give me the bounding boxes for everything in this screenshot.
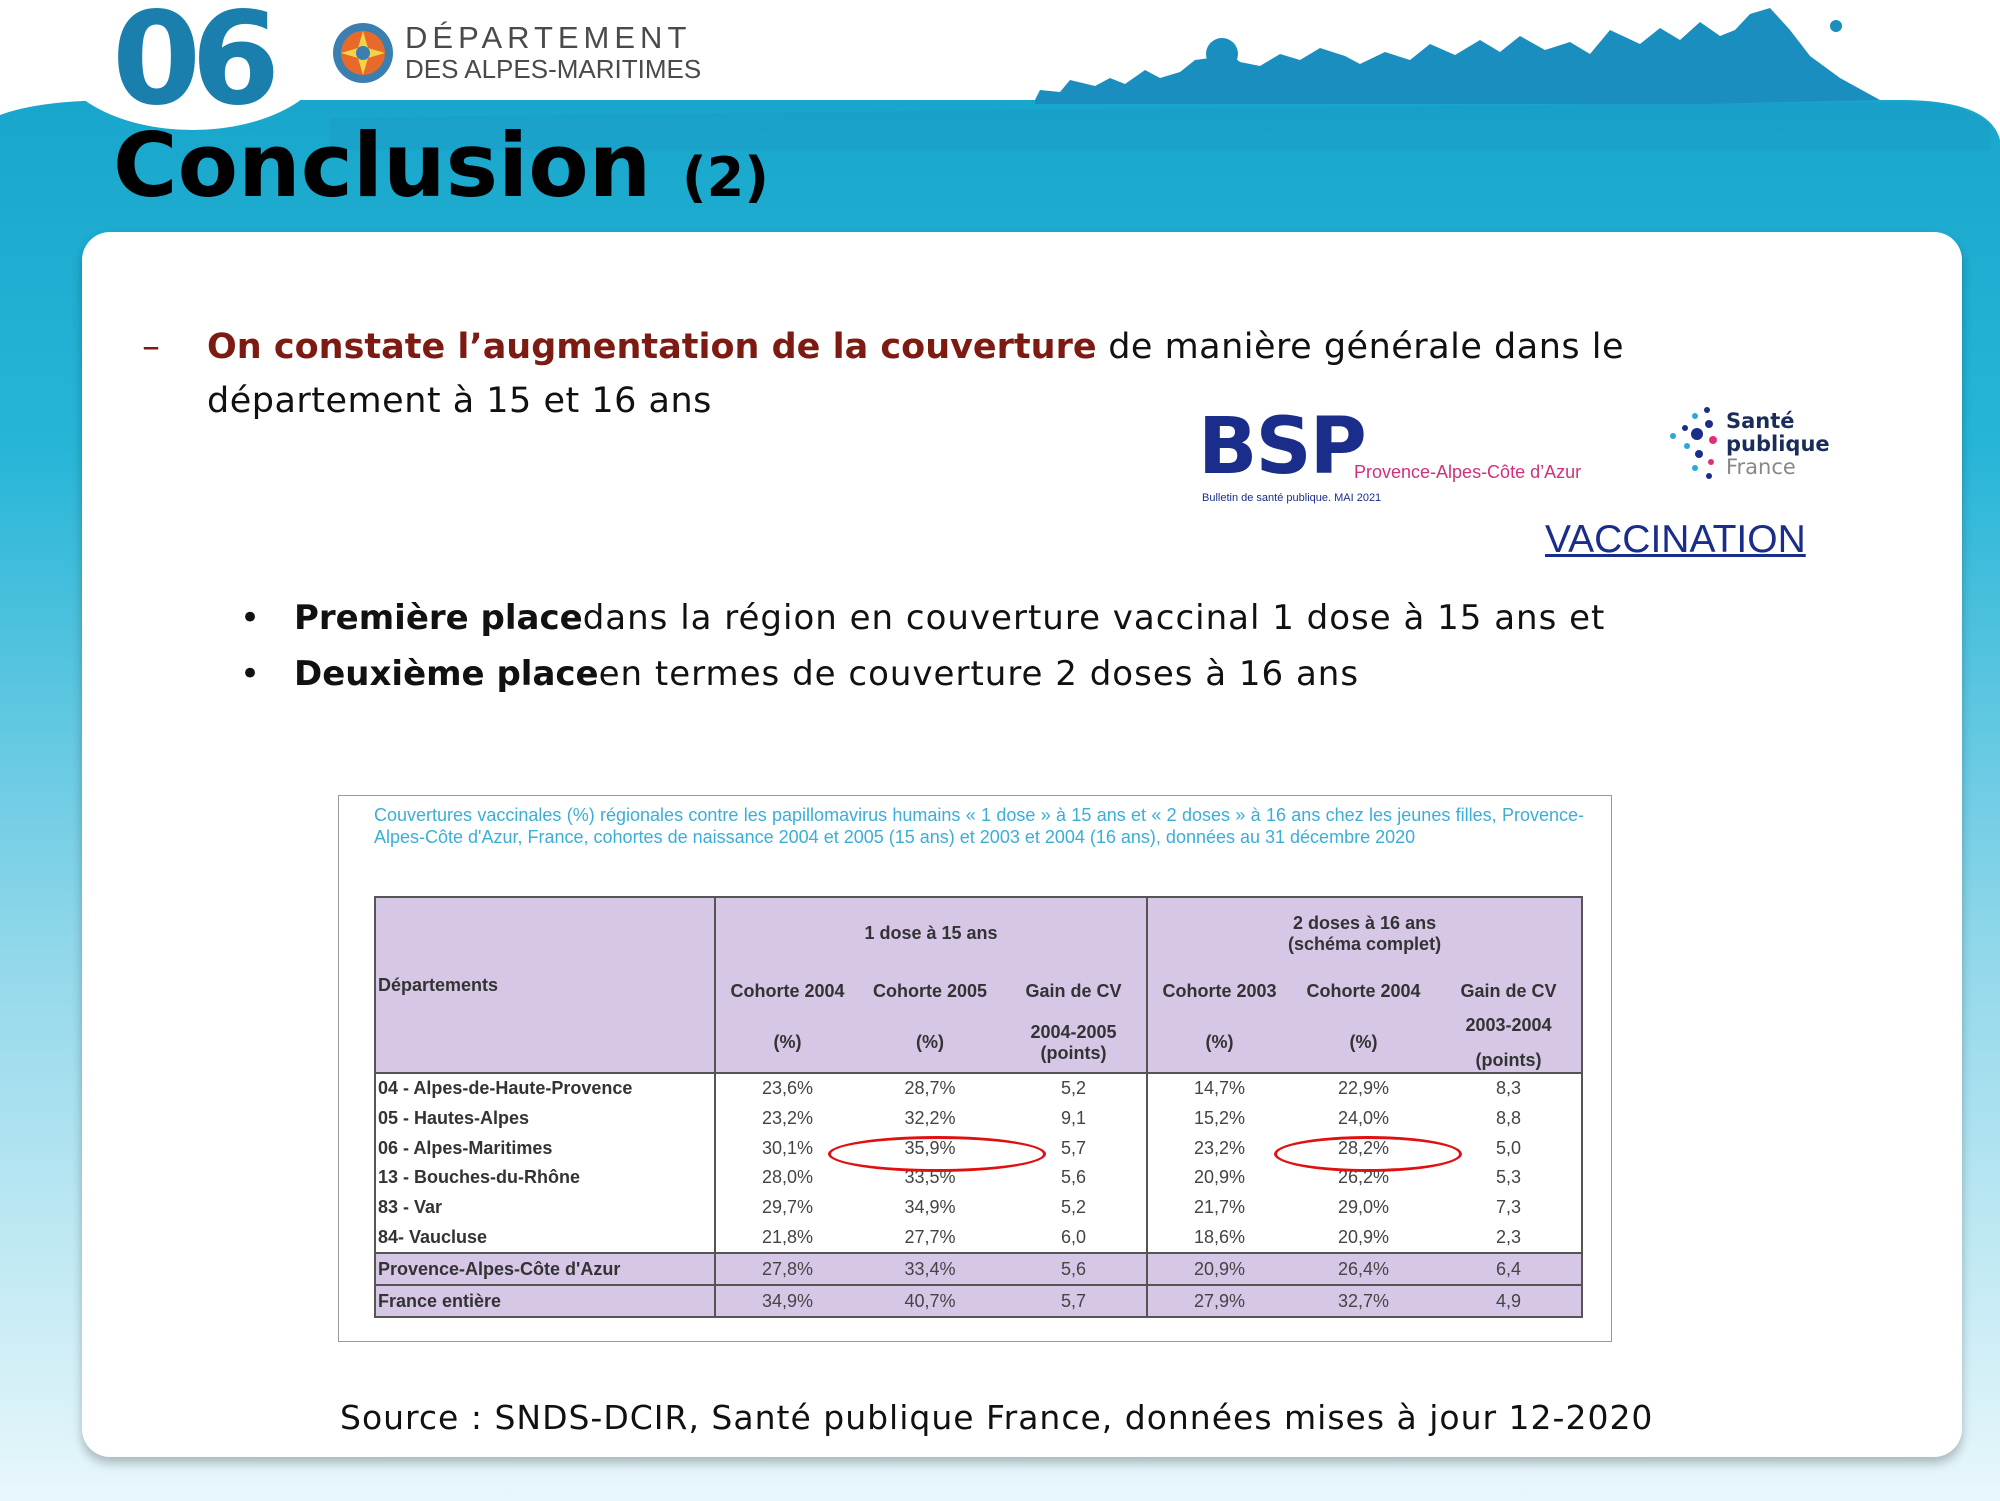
bullet-item <box>240 590 1605 646</box>
row-value: 28,2% <box>1338 1137 1390 1158</box>
vaccination-heading: VACCINATION <box>1545 518 1806 561</box>
row-value: 29,7% <box>761 1197 814 1218</box>
row-value: 18,6% <box>1194 1226 1246 1247</box>
unit-header <box>1436 1013 1582 1073</box>
table-body <box>375 1073 1582 1317</box>
row-value: 9,1 <box>1001 1104 1147 1134</box>
row-value: 33,4% <box>859 1253 1001 1285</box>
bullet-bold: Deuxième place <box>294 654 599 694</box>
coverage-table <box>374 896 1583 1318</box>
row-value: 8,8 <box>1436 1104 1582 1134</box>
table-row <box>375 1073 1582 1104</box>
title-text: Conclusion <box>113 114 652 217</box>
bullet-text: dans la région en couverture vaccinal 1 dose à 15 ans et <box>582 598 1606 638</box>
row-value: 34,9% <box>715 1285 859 1317</box>
row-value: 15,2% <box>1194 1108 1246 1129</box>
row-value: 22,9% <box>1338 1078 1390 1099</box>
table-row <box>375 1193 1582 1223</box>
bsp-region: Provence-Alpes-Côte d’Azur <box>1354 462 1582 482</box>
spf-line3: France <box>1726 455 1796 479</box>
header-departements: Départements <box>375 897 715 1073</box>
col-header: Cohorte 2005 <box>859 969 1001 1013</box>
bullet-dot: • <box>240 654 262 694</box>
row-value: 5,7 <box>1001 1285 1147 1317</box>
row-value: 28,0% <box>761 1167 814 1188</box>
sante-publique-text <box>1726 410 1830 479</box>
spf-line1: Santé <box>1726 409 1795 433</box>
col-header: Gain de CV <box>1436 969 1582 1013</box>
row-value: 29,0% <box>1338 1197 1390 1218</box>
bsp-subtitle: Bulletin de santé publique. MAI 2021 <box>1202 492 1382 504</box>
row-value: 30,1% <box>761 1137 814 1158</box>
header-group-1dose: 1 dose à 15 ans <box>715 897 1147 969</box>
spf-line2: publique <box>1726 432 1830 456</box>
lead-highlight: On constate l’augmentation de la couverture <box>207 327 1097 367</box>
row-value: 33,5% <box>904 1167 956 1188</box>
department-name-line2: DES ALPES-MARITIMES <box>405 54 702 84</box>
unit-header: (%) <box>715 1013 859 1073</box>
row-value: 24,0% <box>1338 1108 1390 1129</box>
unit-header: (%) <box>859 1013 1001 1073</box>
row-value: 40,7% <box>859 1285 1001 1317</box>
bullet-list <box>240 590 1605 702</box>
row-value: 5,0 <box>1436 1133 1582 1163</box>
bsp-logo: BSP <box>1198 402 1365 492</box>
row-value: 21,7% <box>1194 1197 1246 1218</box>
row-value: 23,2% <box>1194 1137 1246 1158</box>
row-value: 5,7 <box>1001 1133 1147 1163</box>
row-value: 7,3 <box>1436 1193 1582 1223</box>
row-value: 14,7% <box>1194 1078 1246 1099</box>
row-department: France entière <box>375 1285 715 1317</box>
col-header: Cohorte 2003 <box>1147 969 1291 1013</box>
bullet-dot: • <box>240 598 262 638</box>
unit-header-extra: (points) <box>1475 1049 1542 1070</box>
sante-publique-logo-icon <box>1665 402 1725 482</box>
unit-header: (%) <box>1291 1013 1436 1073</box>
row-department: 05 - Hautes-Alpes <box>375 1104 715 1134</box>
col-header: Cohorte 2004 <box>715 969 859 1013</box>
row-value: 2,3 <box>1436 1222 1582 1253</box>
row-value: 21,8% <box>761 1226 814 1247</box>
row-value: 5,3 <box>1436 1163 1582 1193</box>
highlight-circle-1dose <box>828 1136 1046 1172</box>
row-value: 5,2 <box>1001 1073 1147 1104</box>
row-value: 5,2 <box>1001 1193 1147 1223</box>
col-header: Gain de CV <box>1001 969 1147 1013</box>
col-header: Cohorte 2004 <box>1291 969 1436 1013</box>
row-department: 13 - Bouches-du-Rhône <box>375 1163 715 1193</box>
department-emblem-icon <box>330 20 396 86</box>
row-value: 27,7% <box>904 1226 956 1247</box>
row-value: 35,9% <box>904 1137 956 1158</box>
row-department: Provence-Alpes-Côte d'Azur <box>375 1253 715 1285</box>
row-value: 23,2% <box>761 1108 814 1129</box>
slide-title <box>113 114 769 217</box>
lead-rest: de manière générale dans le département à 15 et 16 ans <box>207 327 1624 421</box>
header-group-2doses <box>1147 897 1582 969</box>
row-value: 27,9% <box>1147 1285 1291 1317</box>
row-department: 84- Vaucluse <box>375 1222 715 1253</box>
row-value: 6,4 <box>1436 1253 1582 1285</box>
row-value: 20,9% <box>1338 1226 1390 1247</box>
bullet-bold: Première place <box>294 598 583 638</box>
row-value: 20,9% <box>1147 1253 1291 1285</box>
summary-row <box>375 1285 1582 1317</box>
row-value: 32,2% <box>904 1108 956 1129</box>
row-department: 83 - Var <box>375 1193 715 1223</box>
bullet-text: en termes de couverture 2 doses à 16 ans <box>598 654 1360 694</box>
row-value: 20,9% <box>1194 1167 1246 1188</box>
unit-header: (%) <box>1147 1013 1291 1073</box>
table-row <box>375 1222 1582 1253</box>
row-department: 06 - Alpes-Maritimes <box>375 1133 715 1163</box>
row-value: 34,9% <box>904 1197 956 1218</box>
group2-line2: (schéma complet) <box>1288 933 1442 954</box>
group2-line1: 2 doses à 16 ans <box>1293 912 1437 933</box>
row-value: 26,4% <box>1291 1253 1436 1285</box>
row-value: 4,9 <box>1436 1285 1582 1317</box>
row-value: 28,7% <box>904 1078 956 1099</box>
row-value: 6,0 <box>1001 1222 1147 1253</box>
highlight-circle-2doses <box>1274 1136 1462 1172</box>
table-caption: Couvertures vaccinales (%) régionales contre les papillomavirus humains « 1 dose » à 15 ans et « 2 doses » à 16 ans chez les jeunes filles, Provence-Alpes-Côte d'Azur, France, cohortes de naissance 2004 et 2005 (15 ans) et 2003 et 2004 (16 ans), données au 31 décembre 2020 <box>374 805 1584 847</box>
lead-dash: – <box>142 326 160 367</box>
bullet-item <box>240 646 1605 702</box>
row-value: 32,7% <box>1291 1285 1436 1317</box>
department-name-line1: DÉPARTEMENT <box>405 20 692 55</box>
row-value: 8,3 <box>1436 1073 1582 1104</box>
lead-paragraph <box>207 320 1847 428</box>
unit-header-line: 2003-2004 <box>1465 1014 1552 1035</box>
source-note: Source : SNDS-DCIR, Santé publique France, données mises à jour 12-2020 <box>340 1398 1654 1437</box>
title-suffix: (2) <box>681 146 769 209</box>
row-value: 23,6% <box>761 1078 814 1099</box>
row-department: 04 - Alpes-de-Haute-Provence <box>375 1073 715 1104</box>
row-value: 5,6 <box>1001 1253 1147 1285</box>
row-value: 27,8% <box>715 1253 859 1285</box>
row-value: 26,2% <box>1338 1167 1390 1188</box>
unit-header: 2004-2005 (points) <box>1001 1013 1147 1073</box>
summary-row <box>375 1253 1582 1285</box>
table-row <box>375 1104 1582 1134</box>
row-value: 5,6 <box>1001 1163 1147 1193</box>
department-logo-number: 06 <box>112 0 271 134</box>
